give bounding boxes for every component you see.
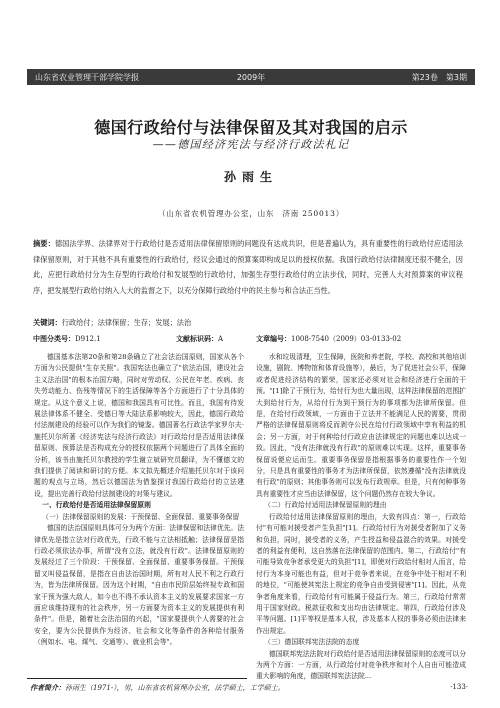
author-note-text: 孙雨生（1971-），男，山东省农机管理办公室，法学硕士，工学硕士。 — [65, 684, 285, 692]
clc-value: D912.1 — [75, 335, 101, 343]
body-column-right — [256, 352, 467, 681]
subsection-heading: （一）法律保留原则的发展：干预保留、全面保留、重要事务保留 — [42, 512, 240, 521]
article-title: 德国行政给付与法律保留及其对我国的启示 — [94, 118, 408, 137]
body-paragraph: 德国联邦宪法法院对行政给付是否适用法律保留原则的态度可以分为两个方面：一方面，从行政给付对竞争秩序和对个人自由可能造成重大影响的角度，德国联邦宪法法院... — [256, 649, 467, 681]
keywords-label: 关键词： — [33, 318, 62, 327]
body-paragraph: 行政给付适用法律保留原则的理由，大致有四点：第一，行政给付"有可能对援受者产生负担"[1]。行政给付行为对援受者附加了义务和负担，同时，援受者的义务，产生授益和侵益混合的效果。对援受者的利益有便利，这自然落在法律保留的范围内。第二，行政给付"有可能导致竞争者承受更大的负担"[1]，即使对行政给付相对人而言，给付行为本身可能也有益，但对于竞争者来说，在竞争中处于相对不利的地位，"可能使其宪法上规定的竞争自由受到侵害"[1]。因此，从竞争者角度来看，行政给付有可能属于侵益行为。第三，行政给付常常用于国家财政。税款征收和支出均由法律规定。第四，行政给付涉及平等问题。[1]平等权是基本人权，涉及基本人权的事务必须由法律来作出规定。 — [256, 512, 466, 635]
body-column-left — [34, 352, 244, 672]
subsection-heading: （三）德国联邦宪法法院的态度 — [264, 638, 360, 647]
body-paragraph: 德国的法治国原则具体可分为两个方面：法律保留和法律优先。法律优先是指立法对行政优先，行政不能与立法相抵触；法律保留是指行政必须依法办事，所谓"没有立法，就没有行政"。法律保留原则的发展经过了三个阶段：干预保留、全面保留、重要事务保留。干预保留又叫侵益保留，是指在自由法治国时期，所有对人民不利之行政行为，皆为法律所保留。因为这个时期，"自由市民阶层始终视专政和国家干预为强大敌人，如今也不得不承认资本主义的发展要求国家一方面应该维持现有的社会秩序，另一方面要为资本主义的发展提供有利条件"。但是，随着社会法治国的兴起，"国家要提供个人需要的社会安全，要为公民提供作为经济、社会和文化等条件的各种给付服务（例如水、电、煤气、交通等）、就业机会等"。 — [34, 524, 245, 647]
clc-label: 中图分类号： — [33, 335, 75, 343]
author-note — [30, 683, 285, 693]
document-code-value: A — [218, 335, 224, 343]
clc-number — [33, 334, 101, 344]
keywords-text: 行政给付；法律保留；生存；发展；法治 — [61, 318, 192, 327]
article-subtitle: ——德国经济宪法与经济行政法札记 — [152, 138, 350, 151]
keywords — [33, 318, 463, 328]
author-note-label: 作者简介： — [30, 684, 65, 692]
document-code-label: 文献标识码： — [176, 335, 218, 343]
abstract-label: 摘要： — [33, 239, 55, 248]
journal-year: 2009年 — [236, 73, 266, 82]
article-number — [256, 334, 401, 344]
journal-header-bar — [27, 69, 475, 85]
abstract — [33, 236, 463, 298]
body-paragraph: 水和垃圾清理，卫生保障，医院和养老院，学校、高校和其他培训设施，剧院、博物馆和体育设施等），最后，为了促进社会公平，保障或者促进经济结构的繁荣，国家还必须对社会和经济进行全面的干预。"[1]除了干预行为，给付行为也大量出现，这样法律保留的范围扩大到给付行为，从给付行为到干预行为的事项都为法律所保留。但是，在给付行政领域，一方面由于立法并不能满足人民的需要，贯彻严格的法律保留原则将反而剥夺公民在给付行政领域中享有利益的机会；另一方面，对于何种给付行政应由法律规定的问题也难以达成一致。因此，"没有法律就没有行政"的原则难以实现。这样，重要事务保留说便应运而生。重要事务保留是指根据事务的重要性作一个划分，只是具有重要性的事务才为法律所保留，依然遵循"没有法律就没有行政"的原则；其他事务则可以发布行政规章。但是，只有何种事务具有重要性才应当由法律保留，这个问题仍然存在较大争议。 — [256, 353, 467, 498]
abstract-text: 德国法学界、法律界对于行政给付是否适用法律保留原则的问题没有达成共识，但是普遍认为，具有重要性的行政给付应适用法律保留原则，对于其他不具有重要性的行政给付，经议会通过的预算案即构成足以的授权依据。我国行政给付法律制度还很不健全，因此，应把行政给付分为生存型的行政给付和发展型的行政给付，加强生存型行政给付的立法步伐，同时，完善人大对预算案的审议程序，把发展型行政给付纳入人大的监督之下，以充分保障行政给付中的民主参与和合法正当性。 — [33, 239, 463, 295]
document-code — [176, 334, 223, 344]
article-author: 孙雨生 — [223, 170, 278, 184]
section-heading: 一、行政给付是否适用法律保留原则 — [42, 501, 151, 510]
body-paragraph: 德国基本法第20条和第28条确立了社会法治国原则，国家从各个方面为公民提供"生存关照"。我国宪法也确立了"依法治国，建设社会主义法治国"的根本治国方略，同时对劳动权、公民在年老、疾病、丧失劳动能力、伤残等情况下的生活保障等各个方面进行了十分具体的规定。从这个意义上说，德国和我国具有可比性。而且，我国有待发展法律体系不健全、受德日等大陆法系影响较大，因此，德国行政给付法制建设的经验可以作为我们的镜鉴。德国著名行政法学家罗尔夫·施托贝尔所著《经济宪法与经济行政法》对行政给付是否适用法律保留原则、预算法是否构成充分的授权依据两个问题进行了具体全面的分析，该书由施托贝尔教授的学生谢立斌研究员翻译，为不懂德文的我们提供了阅读和研讨的方便。本文拟先概述介绍施托贝尔对于该问题的观点与立场，然后以德国法为借鉴探讨我国行政给付的立法建设，提出完善行政给付法制建设的对策与建议。 — [34, 353, 244, 498]
journal-name: 山东省农业管理干部学院学报 — [35, 73, 139, 82]
subsection-heading: （二）行政给付适用法律保留原则的理由 — [264, 501, 387, 510]
article-number-value: 1008-7540（2009）03-0133-02 — [291, 335, 402, 343]
page-number: ·133· — [450, 683, 468, 691]
author-affiliation: （山东省农机管理办公室，山东 济南 250013） — [157, 209, 344, 218]
journal-volume: 第23卷 第3期 — [411, 73, 467, 82]
article-number-label: 文章编号： — [256, 335, 291, 343]
footnote-divider — [27, 678, 247, 679]
